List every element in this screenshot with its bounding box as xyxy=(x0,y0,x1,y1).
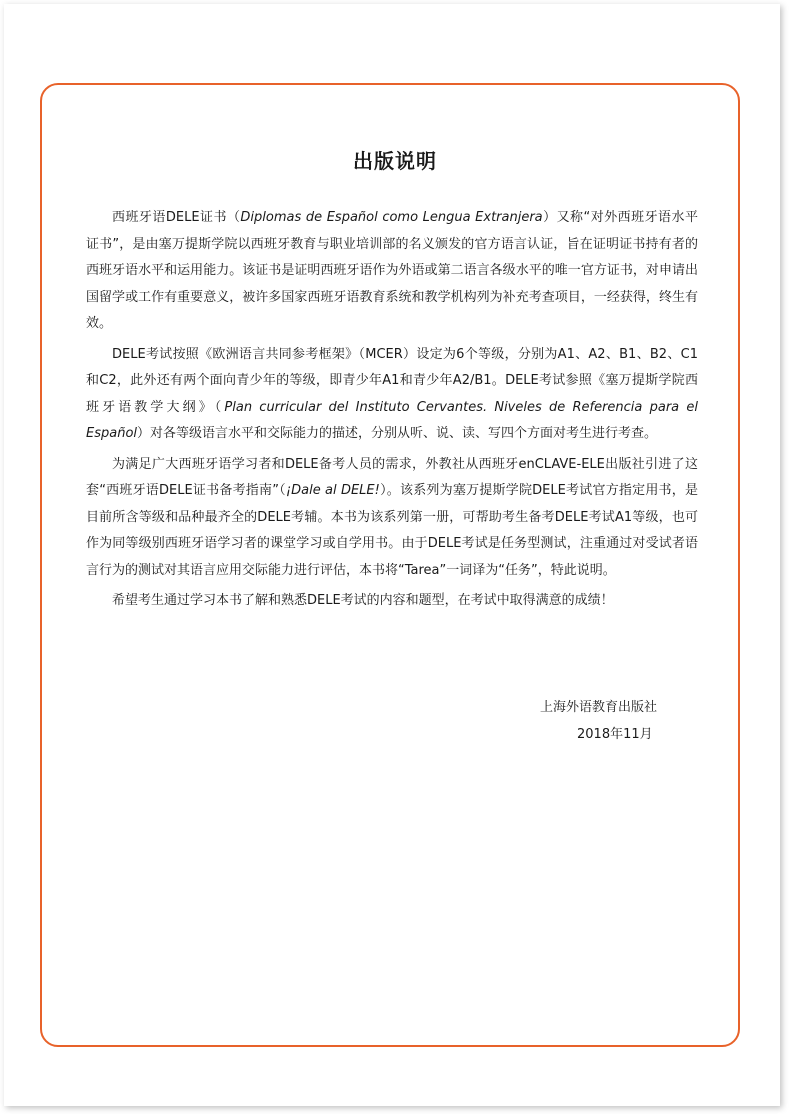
paragraph-1-part-a: 西班牙语DELE证书（ xyxy=(112,210,241,225)
paragraph-3-part-c: ）。该系列为塞万提斯学院DELE考试官方指定用书，是目前所含等级和品种最齐全的DELE考辅。本书为该系列第一册，可帮助考生备考DELE考试A1等级，也可作为同等级别西班牙语学习者的课堂学习或自学用书。由于DELE考试是任务型测试，注重通过对受试者语言行为的测试对其语言应用交际能力进行评估，本书将“Tarea”一词译为“任务”，特此说明。 xyxy=(86,483,698,578)
paragraph-2-part-c: ）对各等级语言水平和交际能力的描述，分别从听、说、读、写四个方面对考生进行考查。 xyxy=(137,426,658,441)
paragraph-1-italic: Diplomas de Español como Lengua Extranjera xyxy=(240,210,543,225)
paragraph-3-part-a: 为满足广大西班牙语学习者和DELE备考人员的需求，外教社从西班牙enCLAVE-ELE出版社引进了这套“西班牙语DELE证书备考指南”（ xyxy=(86,456,698,498)
paragraph-2-part-a: DELE考试按照《欧洲语言共同参考框架》（MCER）设定为6个等级，分别为A1、A2、B1、B2、C1和C2，此外还有两个面向青少年的等级，即青少年A1和青少年A2/B1。DELE考试参照《塞万提斯学院西班牙语教学大纲》（ xyxy=(86,346,698,415)
paragraph-1 xyxy=(86,205,698,338)
paragraph-4: 希望考生通过学习本书了解和熟悉DELE考试的内容和题型，在考试中取得满意的成绩！ xyxy=(112,593,614,608)
paragraph-2 xyxy=(86,342,698,448)
paragraph-2-italic: Plan curricular del Instituto Cervantes. Niveles de Referencia para el Español xyxy=(86,399,698,441)
publication-date: 2018年11月 xyxy=(577,727,653,742)
paragraph-3-italic: ¡Dale al DELE! xyxy=(285,483,380,498)
publisher-name: 上海外语教育出版社 xyxy=(540,700,658,715)
paragraph-3 xyxy=(86,452,698,585)
signature-block xyxy=(540,694,700,748)
body-text xyxy=(86,205,698,619)
page-title: 出版说明 xyxy=(353,149,437,173)
paragraph-1-part-c: ）又称“对外西班牙语水平证书”，是由塞万提斯学院以西班牙教育与职业培训部的名义颁发的官方语言认证，旨在证明证书持有者的西班牙语水平和运用能力。该证书是证明西班牙语作为外语或第二语言各级水平的唯一官方证书，对申请出国留学或工作有重要意义，被许多国家西班牙语教育系统和教学机构列为补充考查项目，一经获得，终生有效。 xyxy=(86,210,698,331)
